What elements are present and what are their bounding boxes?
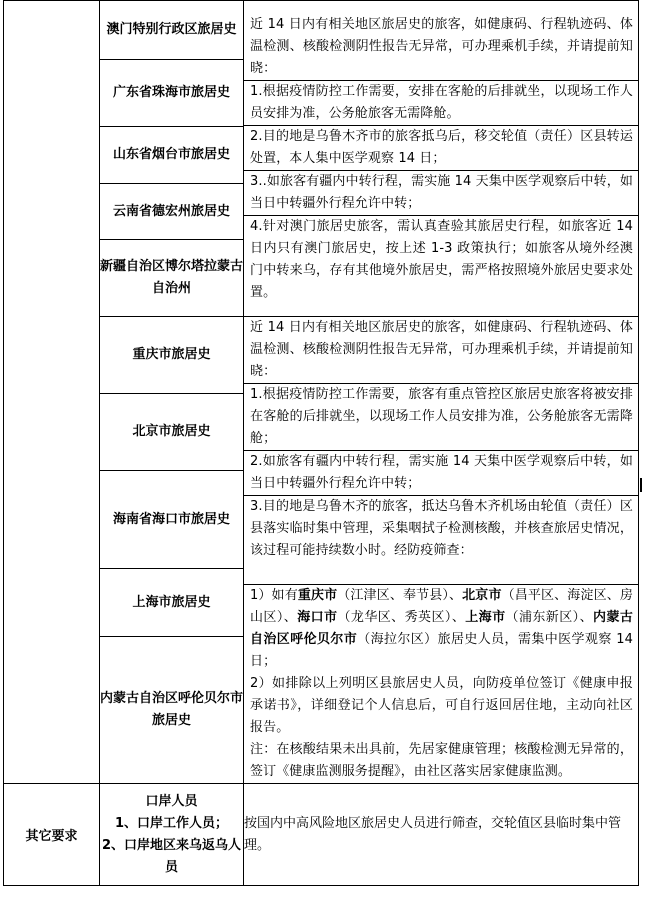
other-requirements-label: 其它要求 [4, 784, 100, 886]
region-chongqing: 重庆市旅居史 [100, 317, 244, 394]
group1-requirements [244, 1, 639, 317]
group2-point-2: 2.如旅客有疆内中转行程，需实施 14 天集中医学观察后中转，如当日中转疆外行程允许中转； [244, 450, 638, 495]
region-zhuhai: 广东省珠海市旅居史 [100, 60, 244, 127]
group1-point-2: 2.目的地是乌鲁木齐市的旅客抵乌后，移交轮值（责任）区县转运处置，本人集中医学观察 14 日； [244, 125, 638, 170]
region-hulunbuir: 内蒙古自治区呼伦贝尔市旅居史 [100, 637, 244, 784]
group1-point-1: 1.根据疫情防控工作需要，安排在客舱的后排就坐，以现场工作人员安排为准，公务舱旅客无需降舱。 [244, 80, 638, 125]
group2-point-3: 3.目的地是乌鲁木齐的旅客，抵达乌鲁木齐机场由轮值（责任）区县落实临时集中管理，采集咽拭子检测核酸，并核查旅居史情况，该过程可能持续数小时。经防疫筛查： [244, 495, 638, 584]
region-macau: 澳门特别行政区旅居史 [100, 1, 244, 60]
group1-point-4: 4.针对澳门旅居史旅客，需认真查验其旅居史行程，如旅客近 14 日内只有澳门旅居史，按上述 1-3 政策执行；如旅客从境外经澳门中转来乌，存有其他境外旅居史，需严格按照境外旅居史要求处置。 [244, 215, 638, 304]
scroll-indicator [640, 478, 642, 492]
group2-sub-1: 1）如有重庆市（江津区、奉节县）、北京市（昌平区、海淀区、房山区）、海口市（龙华区、秀英区）、上海市（浦东新区）、内蒙古自治区呼伦贝尔市（海拉尔区）旅居史人员，需集中医学观察 14 日； [244, 584, 638, 673]
group2-intro: 近 14 日内有相关地区旅居史的旅客，如健康码、行程轨迹码、体温检测、核酸检测阴性报告无异常，可办理乘机手续，并请提前知晓： [250, 320, 633, 379]
policy-table [3, 0, 639, 886]
port-personnel-cell [100, 784, 244, 886]
region-yantai: 山东省烟台市旅居史 [100, 127, 244, 184]
group2-sub-2: 2）如排除以上列明区县旅居史人员，向防疫单位签订《健康申报承诺书》，详细登记个人信息后，可自行返回居住地，主动向社区报告。 [250, 676, 633, 735]
group2-note: 注：在核酸结果未出具前，先居家健康管理；核酸检测无异常的，签订《健康监测服务提醒》，由社区落实居家健康监测。 [250, 742, 633, 779]
region-bortala: 新疆自治区博尔塔拉蒙古自治州 [100, 240, 244, 317]
region-dehong: 云南省德宏州旅居史 [100, 184, 244, 240]
group1-intro: 近 14 日内有相关地区旅居史的旅客，如健康码、行程轨迹码、体温检测、核酸检测阴性报告无异常，可办理乘机手续，并请提前知晓： [250, 16, 633, 76]
group2-requirements [244, 317, 639, 784]
other-requirements-text: 按国内中高风险地区旅居史人员进行筛查，交轮值区县临时集中管理。 [244, 784, 639, 886]
port-item-2: 2、口岸地区来乌返乌人员 [101, 837, 242, 875]
region-haikou: 海南省海口市旅居史 [100, 470, 244, 568]
group1-point-3: 3..如旅客有疆内中转行程，需实施 14 天集中医学观察后中转，如当日中转疆外行程允许中转； [244, 170, 638, 215]
group2-point-1: 1.根据疫情防控工作需要，旅客有重点管控区旅居史旅客将被安排在客舱的后排就坐，以现场工作人员安排为准，公务舱旅客无需降舱； [244, 383, 638, 450]
category-cell-empty [4, 1, 100, 784]
port-item-1: 1、口岸工作人员； [114, 815, 229, 831]
region-shanghai: 上海市旅居史 [100, 569, 244, 637]
region-beijing: 北京市旅居史 [100, 393, 244, 470]
port-title: 口岸人员 [145, 793, 198, 809]
